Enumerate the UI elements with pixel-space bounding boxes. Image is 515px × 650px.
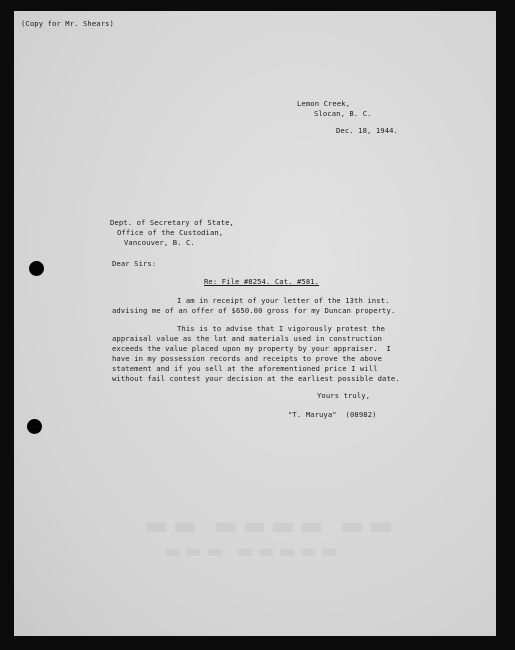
paragraph2-line4: have in my possession records and receipts to prove the above — [112, 354, 383, 363]
salutation: Dear Sirs: — [112, 259, 157, 268]
file-reference: Re: File #8254. Cat. #581. — [204, 277, 320, 286]
bleed-through-mark: ▬▬ ▬▬▬▬ ▬▬ — [144, 511, 398, 541]
paragraph2-line1: This is to advise that I vigorously protest the — [177, 324, 386, 333]
paragraph1-line1: I am in receipt of your letter of the 13th inst. — [177, 296, 390, 305]
letter-date: Dec. 18, 1944. — [336, 126, 398, 135]
paragraph2-line3: exceeds the value placed upon my property by your appraiser. I — [112, 344, 391, 353]
copy-note: (Copy for Mr. Shears) — [21, 19, 114, 28]
recipient-line2: Office of the Custodian, — [117, 228, 224, 237]
punch-hole — [27, 419, 42, 434]
recipient-line1: Dept. of Secretary of State, — [110, 218, 234, 227]
punch-hole — [29, 261, 44, 276]
sender-address-line2: Slocan, B. C. — [314, 109, 372, 118]
recipient-line3: Vancouver, B. C. — [124, 238, 195, 247]
sender-address-line1: Lemon Creek, — [297, 99, 351, 108]
paragraph1-line2: advising me of an offer of $650.00 gross for my Duncan property. — [112, 306, 396, 315]
closing: Yours truly, — [317, 391, 371, 400]
signature: "T. Maruya" (08982) — [288, 410, 377, 419]
paragraph2-line2: appraisal value as the lot and materials used in construction — [112, 334, 383, 343]
paragraph2-line5: statement and if you sell at the aforementioned price I will — [112, 364, 378, 373]
paragraph2-line6: without fail contest your decision at the earliest possible date. — [112, 374, 400, 383]
bleed-through-mark: ▬▬▬ ▬▬▬▬▬ — [164, 541, 342, 562]
